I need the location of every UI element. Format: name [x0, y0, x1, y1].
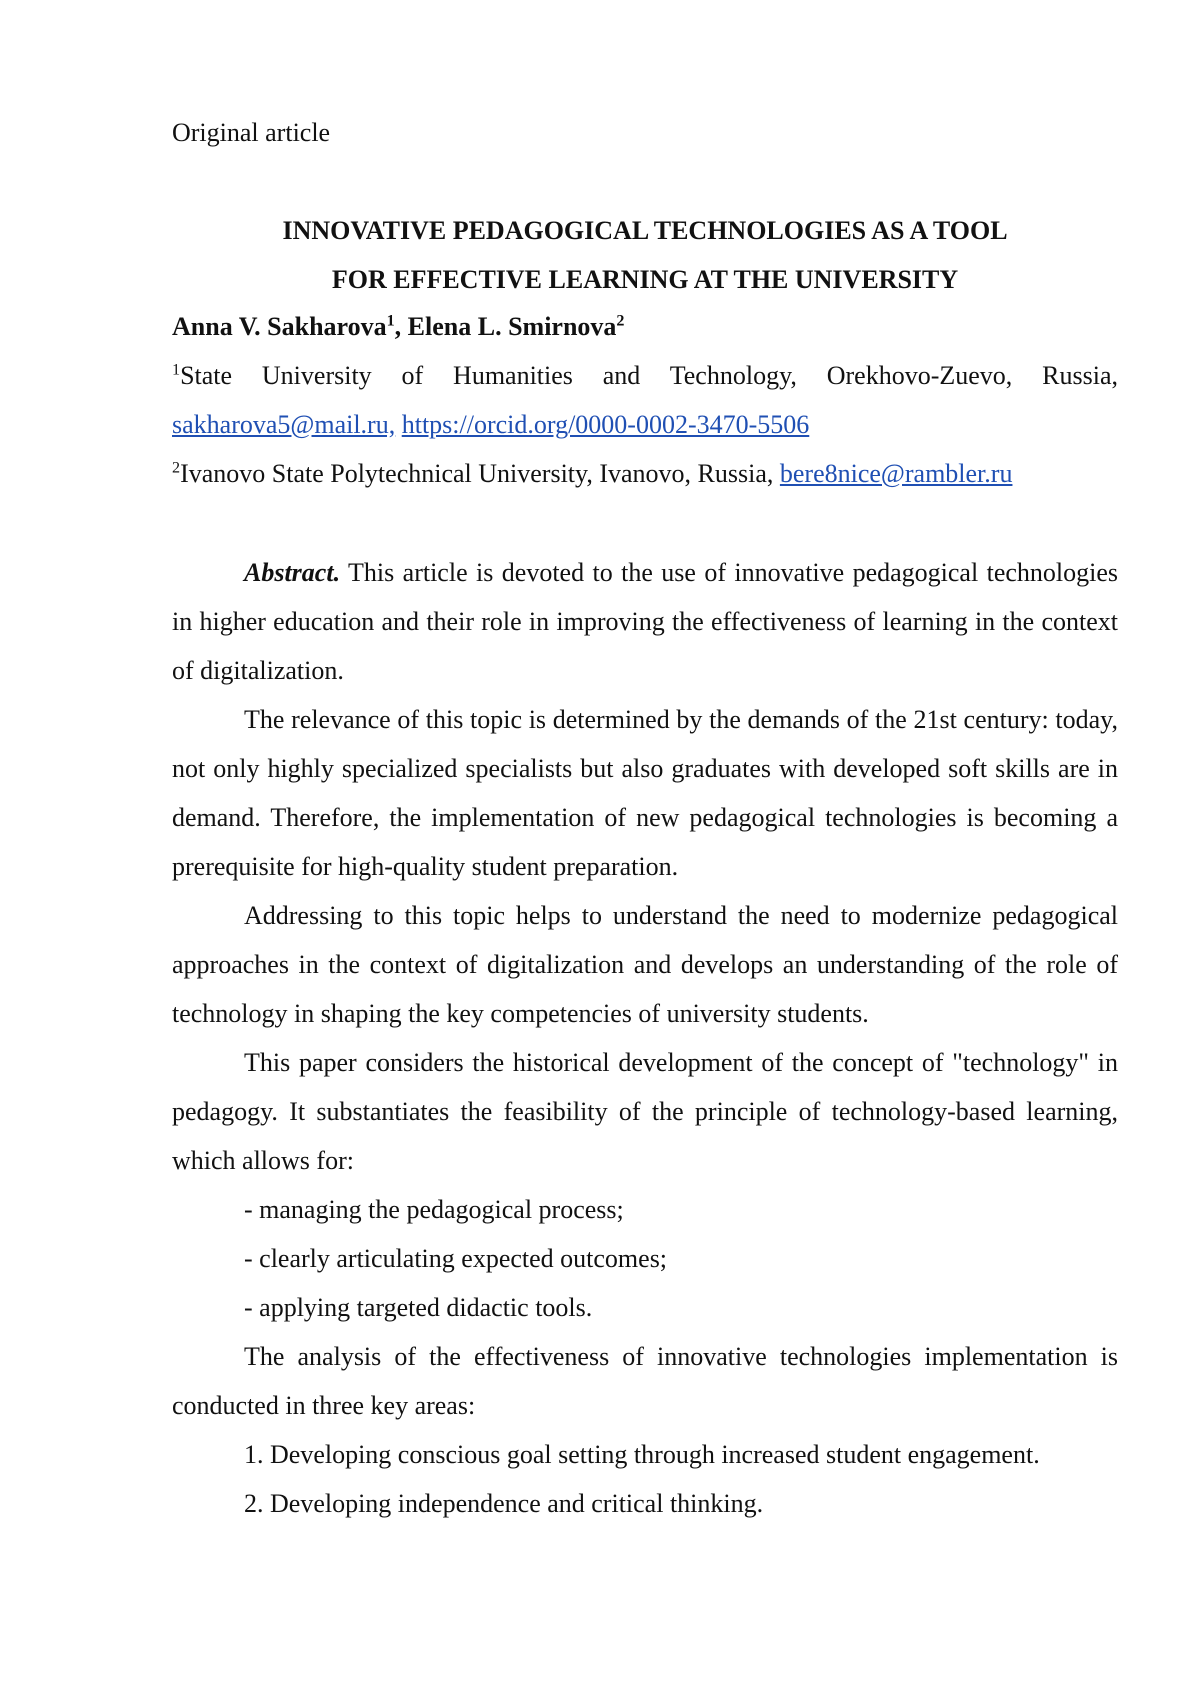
article-type-label: Original article: [172, 118, 331, 147]
numbered-item: 1. Developing conscious goal setting through increased student engagement.: [244, 1440, 1040, 1469]
affiliations-block: [172, 351, 1118, 498]
article-title: [172, 206, 1118, 304]
affiliation-1-text: State University of Humanities and Technology, Orekhovo-Zuevo, Russia,: [180, 361, 1118, 390]
abstract-paragraph-4: This paper considers the historical development of the concept of "technology" in pedagogy. It substantiates the feasibility of the principle of technology-based learning, which allows for:: [172, 1048, 1118, 1175]
affiliation-1-mark: 1: [172, 361, 181, 379]
list-item: - clearly articulating expected outcomes;: [244, 1244, 668, 1273]
affiliation-2-mark: 2: [172, 459, 181, 477]
abstract-paragraph-1-text: This article is devoted to the use of innovative pedagogical technologies in higher education and their role in improving the effectiveness of learning in the context of digitalization.: [172, 558, 1119, 685]
abstract-paragraph-5: The analysis of the effectiveness of innovative technologies implementation is conducted in three key areas:: [172, 1342, 1118, 1420]
numbered-item: 2. Developing independence and critical thinking.: [244, 1489, 764, 1518]
affiliation-1-email-link[interactable]: sakharova5@mail.ru,: [172, 410, 396, 439]
author-list: [172, 302, 624, 351]
author-1-name: Anna V. Sakharova: [172, 312, 387, 341]
affiliation-2: [172, 449, 1118, 498]
abstract-paragraph-2: The relevance of this topic is determined by the demands of the 21st century: today, not only highly specialized specialists but also graduates with developed soft skills are in demand. Therefore, the implementation of new pedagogical technologies is becoming a prerequisite for high-quality student preparation.: [172, 705, 1118, 881]
list-item: - applying targeted didactic tools.: [244, 1293, 593, 1322]
abstract-label: Abstract.: [244, 558, 341, 587]
author-2-affiliation-mark: 2: [616, 312, 625, 330]
abstract-paragraph-3: Addressing to this topic helps to understand the need to modernize pedagogical approaches in the context of digitalization and develops an understanding of the role of technology in shaping the key competencies of university students.: [172, 901, 1118, 1028]
list-item: - managing the pedagogical process;: [244, 1195, 624, 1224]
abstract-section: [172, 548, 1118, 1528]
affiliation-2-email-link[interactable]: bere8nice@rambler.ru: [779, 459, 1013, 488]
author-1-affiliation-mark: 1: [386, 312, 395, 330]
title-line-1: INNOVATIVE PEDAGOGICAL TECHNOLOGIES AS A TOOL: [282, 216, 1008, 245]
author-separator: ,: [394, 312, 408, 341]
affiliation-1-orcid-link[interactable]: https://orcid.org/0000-0002-3470-5506: [401, 410, 810, 439]
author-2-name: Elena L. Smirnova: [407, 312, 617, 341]
title-line-2: FOR EFFECTIVE LEARNING AT THE UNIVERSITY: [331, 265, 959, 294]
abstract-paragraph-1: [172, 548, 1118, 695]
affiliation-1: [172, 351, 1118, 449]
affiliation-2-text: Ivanovo State Polytechnical University, Ivanovo, Russia,: [180, 459, 780, 488]
